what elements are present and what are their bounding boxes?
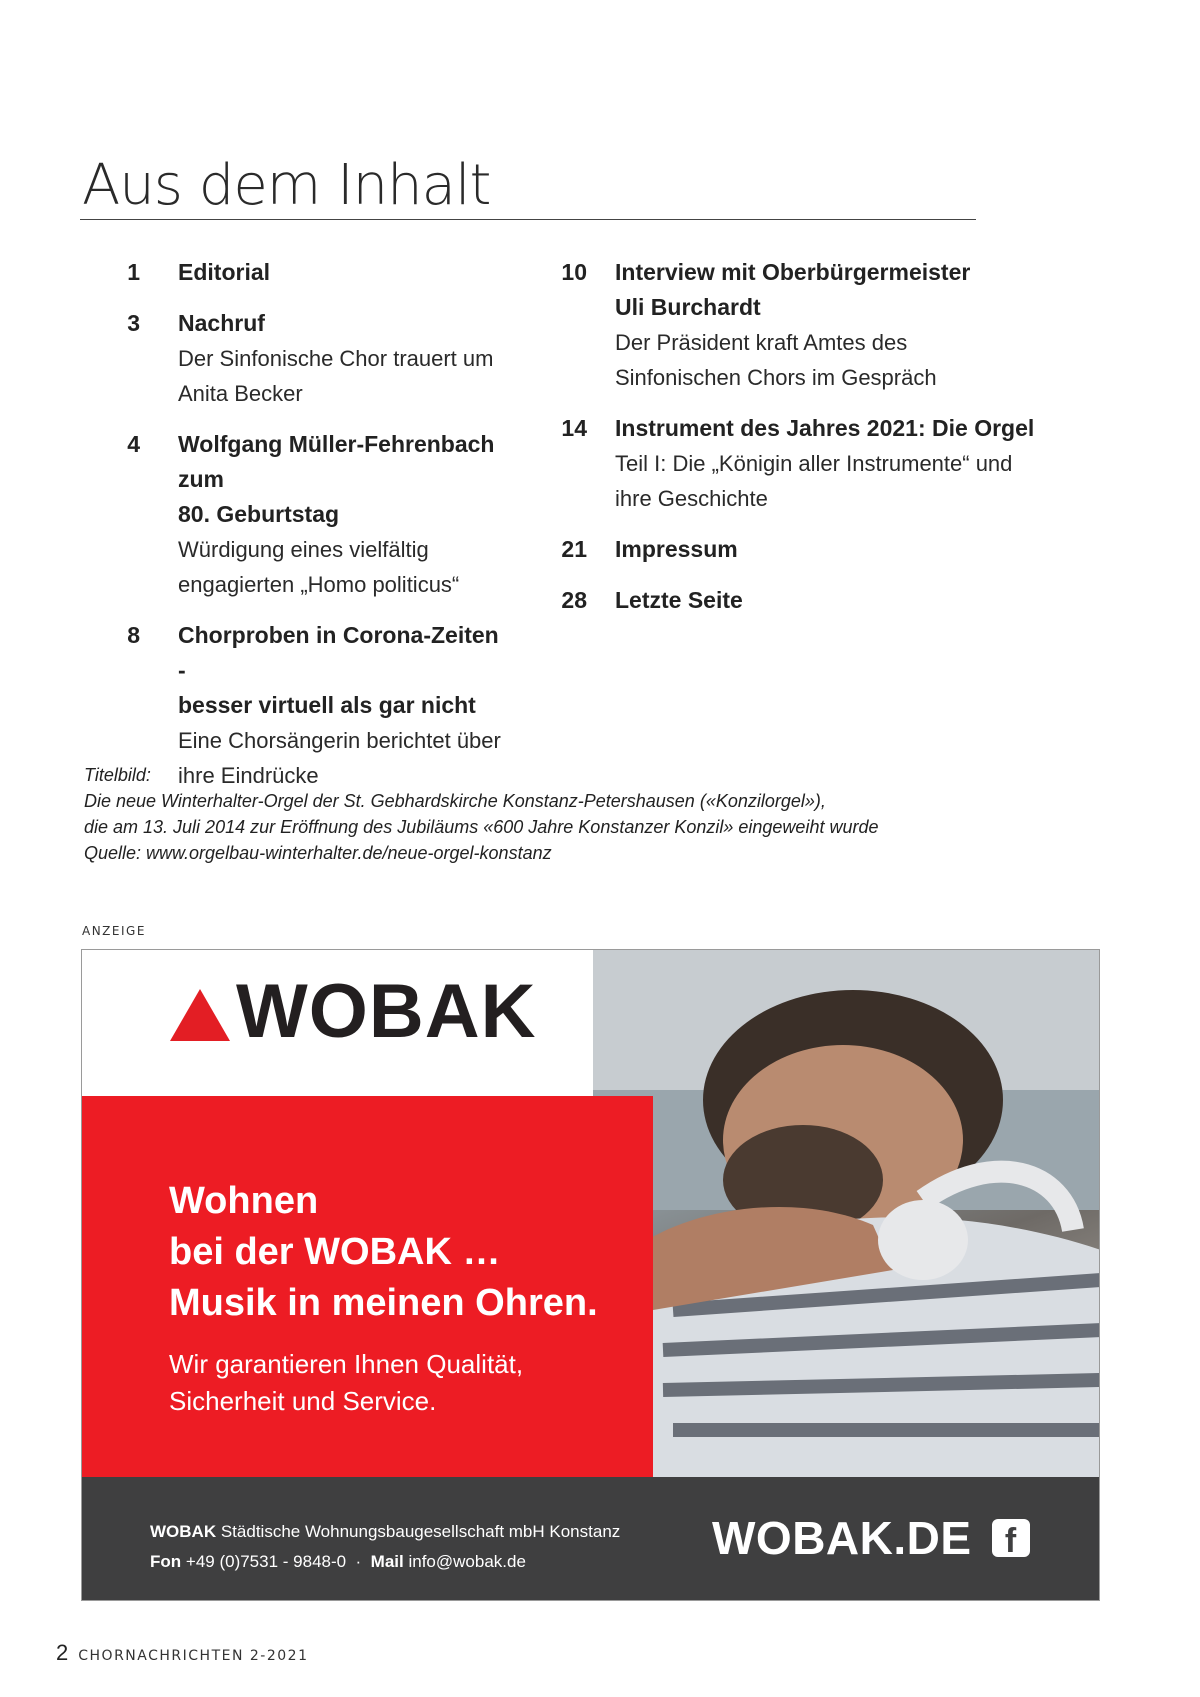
toc-entry-body: [587, 411, 1034, 516]
ad-label: ANZEIGE: [82, 924, 146, 938]
caption-line: Die neue Winterhalter-Orgel der St. Gebhardskirche Konstanz-Petershausen («Konzilorgel»),: [84, 791, 826, 811]
ad-headline: [169, 1176, 598, 1329]
toc-page-number: 21: [561, 536, 587, 562]
company-name-rest: Städtische Wohnungsbaugesellschaft mbH Konstanz: [220, 1522, 621, 1541]
toc-entry-subtitle: Der Präsident kraft Amtes des: [615, 330, 908, 355]
toc-page-number: 10: [561, 259, 587, 285]
caption-label: Titelbild:: [84, 765, 151, 785]
toc-entry: [90, 306, 510, 411]
title-divider: [80, 219, 976, 220]
toc-entry-title: Uli Burchardt: [615, 294, 761, 320]
mail-value: info@wobak.de: [408, 1552, 526, 1571]
ad-headline-line: bei der WOBAK …: [169, 1231, 501, 1273]
page-footer: [56, 1640, 308, 1666]
toc-entry: [552, 583, 1052, 618]
toc-right-column: [552, 255, 1052, 634]
toc-entry: [552, 255, 1052, 395]
ad-website: [712, 1511, 1030, 1565]
company-name-bold: WOBAK: [150, 1522, 217, 1541]
facebook-icon: f: [992, 1519, 1030, 1557]
cover-caption: [84, 762, 984, 866]
wobak-logo: [170, 969, 537, 1054]
toc-entry-body: [140, 255, 270, 290]
toc-entry-subtitle: Würdigung eines vielfältig: [178, 537, 429, 562]
toc-entry-body: [140, 306, 493, 411]
ad-photo-illustration: [593, 950, 1100, 1477]
toc-entry-subtitle: engagierten „Homo politicus“: [178, 572, 460, 597]
toc-entry-title: Impressum: [615, 536, 738, 562]
wobak-logo-text: WOBAK: [236, 969, 537, 1054]
toc-entry: [552, 411, 1052, 516]
toc-entry: [552, 532, 1052, 567]
toc-entry-subtitle: Eine Chorsängerin berichtet über: [178, 728, 501, 753]
ad-photo-man-with-headphones: [593, 950, 1100, 1477]
toc-entry-title: Nachruf: [178, 310, 265, 336]
contact-line: [150, 1547, 620, 1577]
toc-left-column: [90, 255, 510, 809]
toc-entry-subtitle: Der Sinfonische Chor trauert um: [178, 346, 494, 371]
toc-entry-subtitle: Sinfonischen Chors im Gespräch: [615, 365, 937, 390]
toc-entry-body: [587, 583, 743, 618]
toc-entry-subtitle: ihre Geschichte: [615, 486, 768, 511]
fon-value: +49 (0)7531 - 9848-0: [185, 1552, 347, 1571]
toc-entry-body: [587, 255, 970, 395]
company-line: [150, 1517, 620, 1547]
toc-entry-title: 80. Geburtstag: [178, 501, 340, 527]
toc-entry-title: Instrument des Jahres 2021: Die Orgel: [615, 415, 1035, 441]
caption-line: die am 13. Juli 2014 zur Eröffnung des Jubiläums «600 Jahre Konstanzer Konzil» eingeweiht wurde: [84, 817, 879, 837]
ad-contact-bar: [82, 1477, 1100, 1601]
ad-headline-line: Wohnen: [169, 1180, 319, 1222]
toc-entry-title: Letzte Seite: [615, 587, 743, 613]
toc-page-number: 4: [127, 431, 140, 457]
contact-separator: ·: [355, 1552, 362, 1571]
toc-entry-subtitle: Teil I: Die „Königin aller Instrumente“ und: [615, 451, 1013, 476]
toc-entry-body: [140, 427, 510, 602]
toc-entry: [90, 427, 510, 602]
ad-headline-line: Musik in meinen Ohren.: [169, 1282, 598, 1324]
ad-logo-box: [82, 950, 593, 1096]
ad-red-panel: [82, 1096, 653, 1477]
mail-label: Mail: [370, 1552, 404, 1571]
toc-entry-title: Editorial: [178, 259, 271, 285]
fon-label: Fon: [150, 1552, 182, 1571]
ad-contact-info: [150, 1517, 620, 1577]
ad-subline: [169, 1346, 523, 1420]
toc-entry-subtitle: Anita Becker: [178, 381, 303, 406]
caption-source: Quelle: www.orgelbau-winterhalter.de/neue-orgel-konstanz: [84, 843, 552, 863]
ad-subline-line: Wir garantieren Ihnen Qualität,: [169, 1349, 524, 1379]
toc-entry: [90, 255, 510, 290]
toc-page-number: 14: [561, 415, 587, 441]
publication-name: CHORNACHRICHTEN 2-2021: [78, 1648, 309, 1664]
toc-entry-title: Interview mit Oberbürgermeister: [615, 259, 971, 285]
toc-entry-subtitle: ihre Eindrücke: [178, 763, 319, 788]
website-text: WOBAK.DE: [712, 1512, 972, 1564]
toc-entry-title: Chorproben in Corona-Zeiten -: [178, 622, 499, 683]
toc-page-number: 1: [127, 259, 140, 285]
page-number: 2: [56, 1640, 69, 1665]
toc-page-number: 3: [127, 310, 140, 336]
triangle-logo-icon: [170, 989, 230, 1041]
toc-entry-body: [587, 532, 738, 567]
wobak-advertisement: [81, 949, 1100, 1601]
toc-page-number: 8: [127, 622, 140, 648]
ad-subline-line: Sicherheit und Service.: [169, 1386, 437, 1416]
toc-entry-title: besser virtuell als gar nicht: [178, 692, 476, 718]
toc-page-number: 28: [561, 587, 587, 613]
toc-entry-title: Wolfgang Müller-Fehrenbach zum: [178, 431, 495, 492]
page-title: Aus dem Inhalt: [82, 153, 491, 218]
